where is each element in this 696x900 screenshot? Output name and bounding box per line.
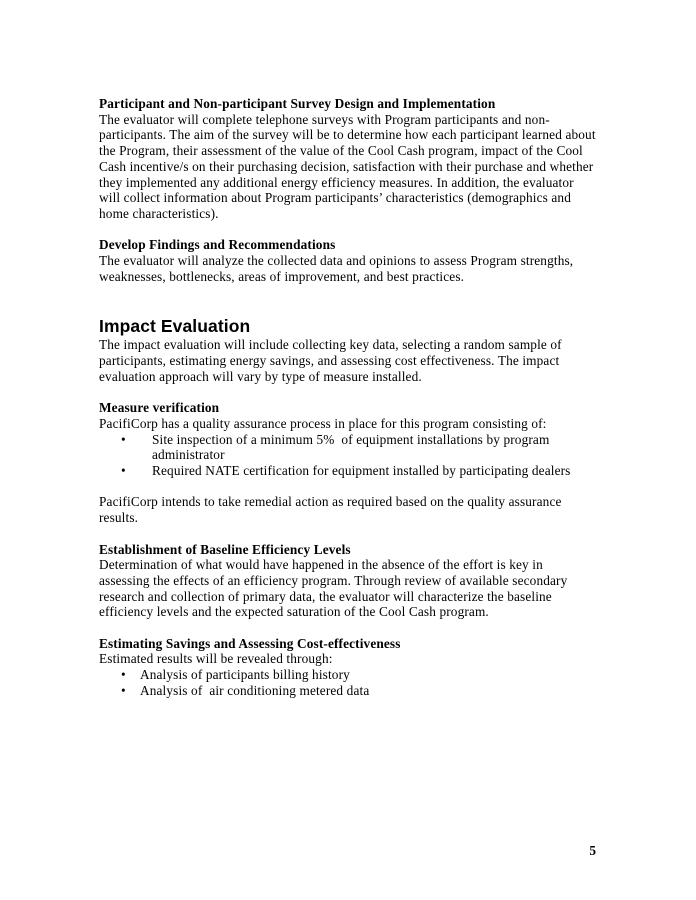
section-intro-measure-verification: PacifiCorp has a quality assurance process in place for this program consisting of: bbox=[99, 415, 547, 431]
section-heading-develop-findings: Develop Findings and Recommendations bbox=[99, 237, 336, 253]
section-survey-design bbox=[99, 96, 600, 222]
document-body bbox=[99, 96, 600, 699]
bullet-icon: • bbox=[121, 667, 126, 683]
page-title-impact-evaluation: Impact Evaluation bbox=[99, 316, 251, 337]
section-closing-measure-verification: PacifiCorp intends to take remedial action as required based on the quality assurance results. bbox=[99, 494, 565, 526]
section-measure-verification bbox=[99, 400, 596, 526]
bullet-list-estimating-savings bbox=[99, 667, 596, 698]
list-item-label: Site inspection of a minimum 5% of equipment installations by program administrator bbox=[152, 431, 553, 463]
spacer bbox=[99, 620, 596, 636]
section-impact-evaluation bbox=[99, 316, 596, 384]
section-body-survey-design: The evaluator will complete telephone surveys with Program participants and non-participants. The aim of the survey will be to determine how each participant learned about the Program, their assessment of the value of the Cool Cash program, impact of the Cool Cash incentive/s on their purchasing decision, satisfaction with their purchase and whether they implemented any additional energy efficiency measures. In addition, the evaluator will collect information about Program participants’ characteristics (demographics and home characteristics). bbox=[99, 111, 600, 221]
section-baseline-efficiency bbox=[99, 542, 596, 621]
page-number: 5 bbox=[589, 843, 596, 858]
list-item bbox=[99, 667, 596, 683]
section-heading-estimating-savings: Estimating Savings and Assessing Cost-effectiveness bbox=[99, 635, 401, 651]
section-body-develop-findings: The evaluator will analyze the collected data and opinions to assess Program strengths, weaknesses, bottlenecks, areas of improvement, and best practices. bbox=[99, 253, 577, 284]
spacer bbox=[99, 222, 596, 238]
list-item bbox=[99, 432, 596, 463]
list-item-label: Required NATE certification for equipment installed by participating dealers bbox=[152, 463, 571, 479]
section-heading-measure-verification: Measure verification bbox=[99, 400, 220, 416]
list-item-label: Analysis of air conditioning metered data bbox=[140, 682, 370, 698]
section-body-impact-evaluation: The impact evaluation will include collecting key data, selecting a random sample of participants, estimating energy savings, and assessing cost effectiveness. The impact evaluation approach will vary by type of measure installed. bbox=[99, 337, 566, 384]
section-develop-findings bbox=[99, 237, 596, 284]
list-item-label: Analysis of participants billing history bbox=[140, 667, 350, 683]
spacer bbox=[99, 479, 596, 495]
bullet-icon: • bbox=[121, 682, 126, 698]
section-estimating-savings bbox=[99, 636, 596, 699]
spacer bbox=[99, 284, 596, 316]
section-intro-estimating-savings: Estimated results will be revealed through: bbox=[99, 651, 333, 667]
bullet-icon: • bbox=[121, 431, 126, 447]
section-heading-survey-design: Participant and Non-participant Survey Design and Implementation bbox=[99, 96, 496, 111]
list-item bbox=[99, 683, 596, 699]
spacer bbox=[99, 385, 596, 401]
section-heading-baseline-efficiency: Establishment of Baseline Efficiency Levels bbox=[99, 541, 351, 557]
bullet-icon: • bbox=[121, 463, 126, 479]
section-body-baseline-efficiency: Determination of what would have happened in the absence of the effort is key in assessing the effects of an efficiency program. Through review of available secondary research and collection of primary data, the evaluator will characterize the baseline efficiency levels and the expected saturation of the Cool Cash program. bbox=[99, 557, 571, 620]
bullet-list-measure-verification bbox=[99, 432, 596, 479]
list-item bbox=[99, 463, 596, 479]
spacer bbox=[99, 526, 596, 542]
